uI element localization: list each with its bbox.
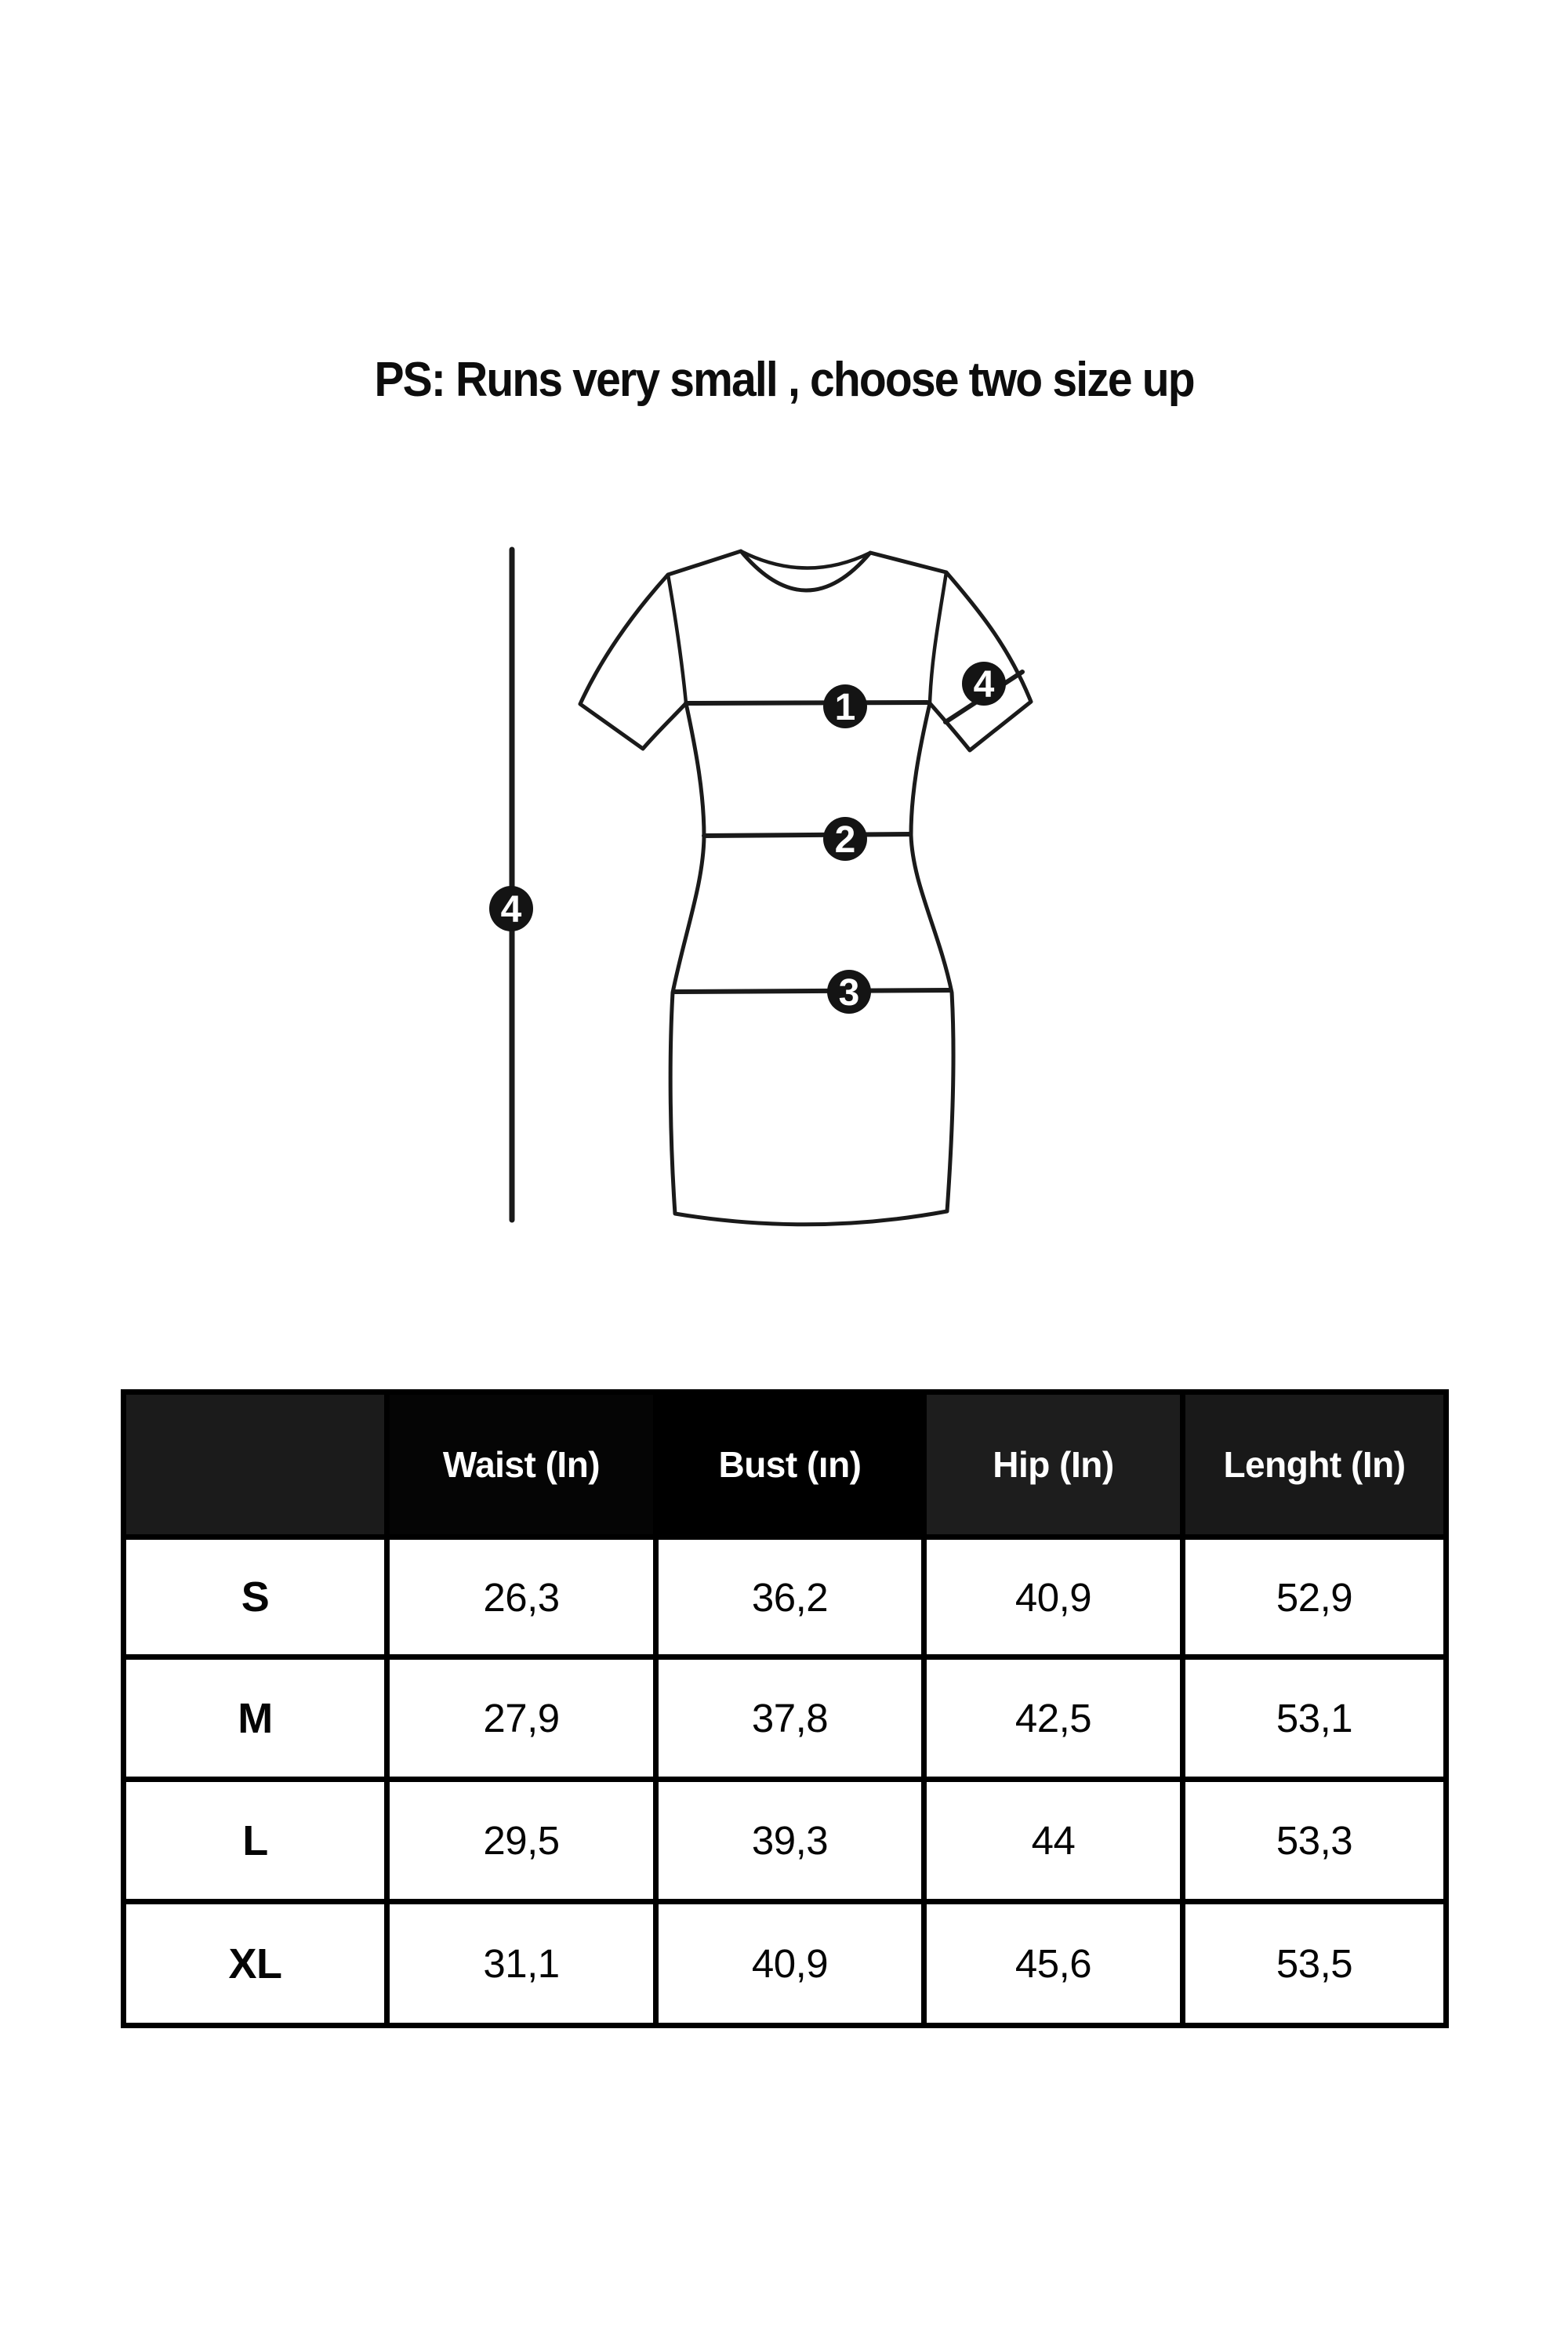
hip-marker bbox=[827, 970, 871, 1014]
waist-marker-number: 2 bbox=[834, 819, 856, 861]
waist-marker bbox=[823, 817, 867, 861]
bust-measure-line bbox=[686, 702, 927, 703]
hip-marker-number: 3 bbox=[838, 972, 860, 1014]
cell-l-waist: 29,5 bbox=[390, 1782, 653, 1899]
cell-m-hip: 42,5 bbox=[927, 1660, 1180, 1777]
bust-marker bbox=[823, 684, 867, 728]
cell-m-bust: 37,8 bbox=[659, 1660, 921, 1777]
sleeve-marker-number: 4 bbox=[973, 664, 995, 706]
dress-outline bbox=[580, 551, 1031, 1225]
cell-xl-hip: 45,6 bbox=[927, 1904, 1180, 2023]
cell-xl-bust: 40,9 bbox=[659, 1904, 921, 2023]
waist-measure-line bbox=[704, 834, 910, 836]
dress-measurement-diagram bbox=[431, 502, 1137, 1301]
cell-l-bust: 39,3 bbox=[659, 1782, 921, 1899]
page-title-row bbox=[0, 351, 1568, 409]
header-hip-cell: Hip (In) bbox=[927, 1395, 1180, 1534]
row-label-l: L bbox=[126, 1782, 384, 1899]
cell-m-length: 53,1 bbox=[1185, 1660, 1443, 1777]
cell-l-hip: 44 bbox=[927, 1782, 1180, 1899]
cell-s-waist: 26,3 bbox=[390, 1540, 653, 1654]
cell-s-bust: 36,2 bbox=[659, 1540, 921, 1654]
sleeve-marker bbox=[962, 662, 1006, 706]
cell-s-hip: 40,9 bbox=[927, 1540, 1180, 1654]
hip-measure-line bbox=[675, 990, 949, 992]
row-label-m: M bbox=[126, 1660, 384, 1777]
header-waist-cell: Waist (In) bbox=[390, 1395, 653, 1534]
header-bust-cell: Bust (ın) bbox=[659, 1395, 921, 1534]
length-marker-number: 4 bbox=[500, 889, 522, 931]
length-marker bbox=[489, 886, 533, 931]
dress-diagram-svg bbox=[431, 502, 1137, 1301]
page-title: PS: Runs very small , choose two size up bbox=[374, 353, 1194, 407]
cell-m-waist: 27,9 bbox=[390, 1660, 653, 1777]
header-length-cell: Lenght (In) bbox=[1185, 1395, 1443, 1534]
size-chart-table bbox=[121, 1389, 1449, 2028]
cell-xl-waist: 31,1 bbox=[390, 1904, 653, 2023]
cell-l-length: 53,3 bbox=[1185, 1782, 1443, 1899]
collar-back-curve bbox=[741, 551, 870, 568]
cell-s-length: 52,9 bbox=[1185, 1540, 1443, 1654]
cell-xl-length: 53,5 bbox=[1185, 1904, 1443, 2023]
row-label-s: S bbox=[126, 1540, 384, 1654]
row-label-xl: XL bbox=[126, 1904, 384, 2023]
header-size-cell bbox=[126, 1395, 384, 1534]
bust-marker-number: 1 bbox=[834, 687, 856, 728]
